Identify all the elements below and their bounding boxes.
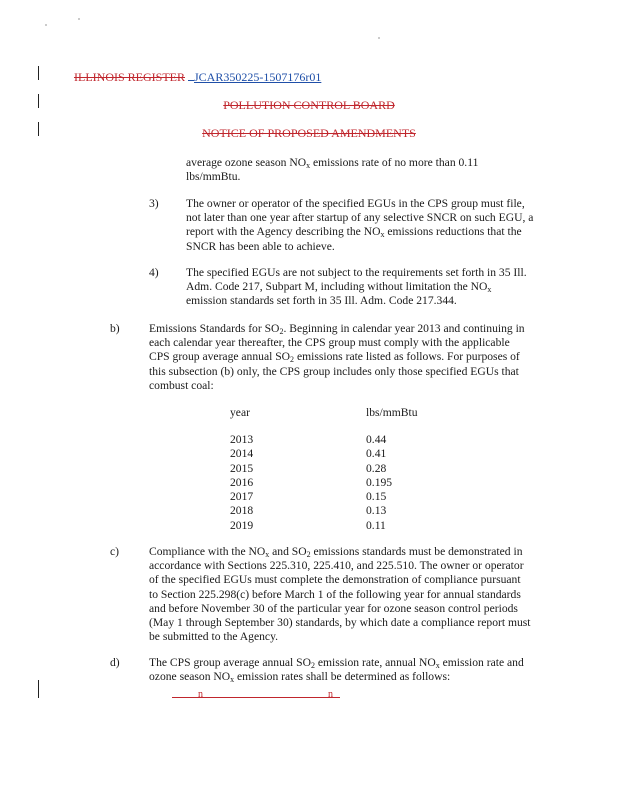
section-marker: c) bbox=[110, 545, 120, 558]
section-line: ozone season $NO_x$ emission rates shall be determined as follows: bbox=[149, 670, 451, 685]
item-line: emission standards set forth in 35 Ill. Adm. Code 217.344. bbox=[186, 294, 457, 308]
rate-column bbox=[366, 433, 392, 533]
year-cell: 2015 bbox=[230, 461, 254, 475]
change-bar bbox=[38, 680, 39, 698]
section-c-paragraph bbox=[149, 545, 531, 644]
item-marker: 3) bbox=[149, 197, 159, 210]
year-cell: 2016 bbox=[230, 475, 254, 489]
rate-cell: 0.195 bbox=[366, 475, 393, 489]
board-title: POLLUTION CONTROL BOARD bbox=[223, 98, 395, 112]
table-header-rate: lbs/mmBtu bbox=[366, 406, 418, 419]
item-line: report with the Agency describing the $NO_x$ emissions reductions that the bbox=[186, 225, 522, 240]
rate-cell: 0.44 bbox=[366, 433, 387, 446]
section-line: and before November 30 of the particular year for ozone season control periods bbox=[149, 601, 518, 615]
section-line: combust coal: bbox=[149, 378, 214, 392]
item-line: The specified EGUs are not subject to the requirements set forth in 35 Ill. bbox=[186, 266, 527, 279]
year-cell: 2018 bbox=[230, 504, 254, 518]
year-cell: 2013 bbox=[230, 433, 254, 446]
section-marker: d) bbox=[110, 656, 120, 669]
section-line: to Section 225.298(c) before March 1 of the following year for annual standards bbox=[149, 587, 521, 601]
rate-cell: 0.28 bbox=[366, 461, 387, 475]
intro-paragraph bbox=[186, 156, 478, 184]
section-marker: b) bbox=[110, 322, 120, 335]
notice-title: NOTICE OF PROPOSED AMENDMENTS bbox=[202, 126, 416, 140]
section-line: Emissions Standards for $SO_2$. Beginning in calendar year 2013 and continuing in bbox=[149, 322, 525, 336]
section-line: each calendar year thereafter, the CPS group must comply with the applicable bbox=[149, 336, 510, 350]
year-column bbox=[230, 433, 253, 533]
item-line: not later than one year after startup of any selective SNCR on such EGU, a bbox=[186, 211, 534, 225]
section-line: this subsection (b) only, the CPS group includes only those specified EGUs that bbox=[149, 364, 519, 378]
intro-line: lbs/mmBtu. bbox=[186, 170, 241, 184]
item-line: SNCR has been able to achieve. bbox=[186, 239, 335, 253]
section-line: accordance with Sections 225.310, 225.410, and 225.510. The owner or operator bbox=[149, 559, 524, 573]
section-line: of the specified EGUs must complete the demonstration of compliance pursuant bbox=[149, 573, 521, 587]
table-header-year: year bbox=[230, 406, 250, 419]
item-3-paragraph bbox=[186, 197, 533, 254]
year-cell: 2017 bbox=[230, 490, 254, 504]
jcar-code: JCAR350225-1507176r01 bbox=[194, 70, 322, 84]
section-b-paragraph bbox=[149, 322, 525, 393]
year-cell: 2014 bbox=[230, 447, 254, 461]
rate-cell: 0.13 bbox=[366, 504, 387, 518]
item-marker: 4) bbox=[149, 266, 159, 279]
register-header bbox=[74, 70, 321, 84]
register-title: ILLINOIS REGISTER bbox=[74, 70, 185, 84]
change-bar bbox=[38, 66, 39, 80]
rate-cell: 0.15 bbox=[366, 490, 387, 504]
section-line: Compliance with the $NO_x$ and $SO_2$ emissions standards must be demonstrated in bbox=[149, 545, 523, 559]
item-line: The owner or operator of the specified EGUs in the CPS group must file, bbox=[186, 197, 525, 210]
section-line: CPS group average annual $SO_2$ emissions rate listed as follows. For purposes of bbox=[149, 350, 520, 365]
item-4-paragraph bbox=[186, 266, 527, 309]
intro-line: average ozone season $NO_x$ emissions rate of no more than 0.11 bbox=[186, 156, 479, 170]
footer-mark: n bbox=[198, 689, 203, 700]
section-line: be submitted to the Agency. bbox=[149, 630, 279, 644]
item-line: Adm. Code 217, Subpart M, including without limitation the $NO_x$ bbox=[186, 280, 492, 295]
footer-mark: n bbox=[328, 689, 333, 700]
section-line: (May 1 through September 30) standards, by which date a compliance report must bbox=[149, 616, 531, 630]
rate-cell: 0.41 bbox=[366, 447, 387, 461]
section-d-paragraph bbox=[149, 656, 524, 684]
year-cell: 2019 bbox=[230, 518, 254, 532]
rate-cell: 0.11 bbox=[366, 518, 386, 532]
section-line: The CPS group average annual $SO_2$ emission rate, annual $NO_x$ emission rate and bbox=[149, 656, 524, 670]
